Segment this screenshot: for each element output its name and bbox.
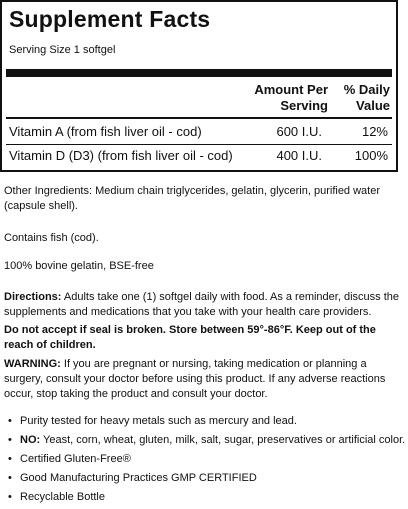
- list-item-text: Purity tested for heavy metals such as mercury and lead.: [20, 415, 297, 427]
- directions-label: Directions:: [4, 291, 62, 303]
- warning-text: If you are pregnant or nursing, taking medication or planning a surgery, consult your doctor before using this product. If any adverse reactions occur, stop taking the product and consult your doctor.: [4, 358, 386, 400]
- header-divider: [6, 117, 392, 119]
- list-item: [4, 490, 404, 505]
- gelatin-statement: 100% bovine gelatin, BSE-free: [4, 260, 154, 272]
- amount-header-line2: Serving: [280, 98, 328, 113]
- list-item: [4, 433, 404, 448]
- daily-value-header: [332, 82, 390, 114]
- allergen-statement: Contains fish (cod).: [4, 232, 99, 244]
- nutrient-amount: 400 I.U.: [276, 148, 322, 163]
- warning: [4, 357, 404, 402]
- list-item-text: Yeast, corn, wheat, gluten, milk, salt, sugar, preservatives or artificial color.: [40, 434, 406, 446]
- bullet-icon: •: [8, 453, 12, 465]
- list-item: [4, 471, 404, 486]
- bullet-icon: •: [8, 434, 12, 446]
- list-item-text: Certified Gluten-Free®: [20, 453, 131, 465]
- amount-header-line1: Amount Per: [254, 82, 328, 97]
- list-item-label: NO:: [20, 434, 41, 446]
- bullet-icon: •: [8, 491, 12, 503]
- amount-per-serving-header: [222, 82, 328, 114]
- warning-label: WARNING:: [4, 358, 61, 370]
- seal-storage-warning: Do not accept if seal is broken. Store between 59°-86°F. Keep out of the reach of children.: [4, 324, 376, 351]
- nutrient-daily-value: 12%: [361, 124, 388, 139]
- list-item: [4, 452, 404, 467]
- bullet-icon: •: [8, 472, 12, 484]
- list-item: [4, 414, 404, 429]
- bullet-icon: •: [8, 415, 12, 427]
- supplement-facts-panel: [0, 0, 398, 172]
- thick-divider: [6, 69, 392, 77]
- dv-header-line2: Value: [356, 98, 390, 113]
- other-ingredients: Other Ingredients: Medium chain triglycerides, gelatin, glycerin, purified water (capsule shell).: [4, 185, 381, 212]
- dv-header-line1: % Daily: [343, 82, 390, 97]
- serving-size: Serving Size 1 softgel: [9, 44, 116, 56]
- directions: [4, 290, 404, 320]
- list-item-text: Good Manufacturing Practices GMP CERTIFIED: [20, 472, 257, 484]
- feature-list: [4, 414, 404, 509]
- nutrient-amount: 600 I.U.: [276, 124, 322, 139]
- nutrient-daily-value: 100%: [354, 148, 388, 163]
- facts-title: Supplement Facts: [9, 6, 211, 32]
- list-item-text: Recyclable Bottle: [20, 491, 105, 503]
- nutrient-name: Vitamin D (D3) (from fish liver oil - cod): [9, 148, 233, 163]
- row-divider: [6, 144, 392, 145]
- directions-text: Adults take one (1) softgel daily with food. As a reminder, discuss the supplements and medications that you take with your health care providers.: [4, 291, 399, 318]
- nutrient-name: Vitamin A (from fish liver oil - cod): [9, 124, 202, 139]
